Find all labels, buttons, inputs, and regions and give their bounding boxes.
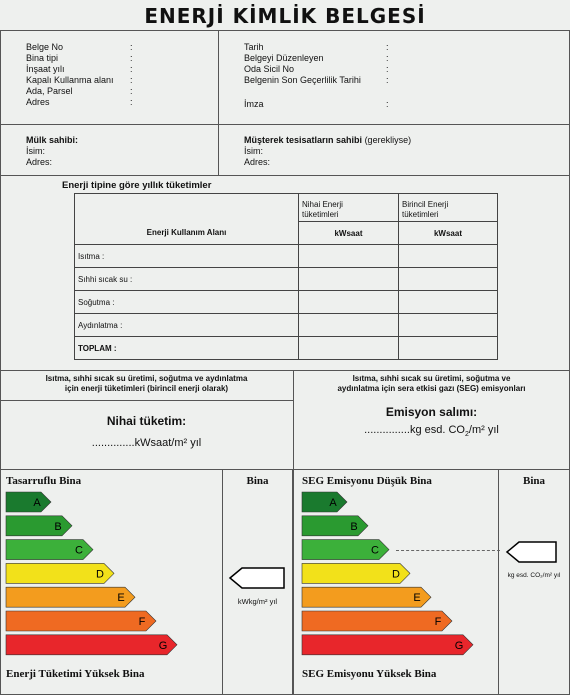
table-cell[interactable] — [399, 337, 498, 360]
emission-class-bar-g — [302, 635, 473, 655]
bina-tipi-label: Bina tipi — [26, 53, 59, 63]
table-cell[interactable] — [399, 245, 498, 268]
col-nihai-header — [299, 194, 399, 222]
belge-no-label: Belge No — [26, 42, 64, 52]
energy-bottom-label: Enerji Tüketimi Yüksek Bina — [6, 668, 145, 680]
owner-divider — [218, 124, 219, 176]
colon: : — [130, 75, 133, 85]
musterek-isim-label: İsim: — [244, 146, 263, 156]
musterek-adres-label: Adres: — [244, 157, 271, 167]
emission-bottom-label: SEG Emisyonu Yüksek Bina — [302, 668, 437, 680]
emission-indicator-unit: kg esd. CO₂/m² yıl — [507, 572, 561, 579]
energy-class-letter-c: C — [75, 544, 83, 557]
musterek-title: Müşterek tesisatların sahibi — [244, 135, 363, 145]
energy-class-bar-g — [6, 635, 177, 655]
emisyon-heading-l1: Isıtma, sıhhi sıcak su üretimi, soğutma ve — [352, 374, 511, 383]
energy-class-letter-a: A — [33, 497, 41, 509]
musterek-sahibi-label — [244, 135, 411, 146]
energy-class-bar-b — [6, 516, 72, 536]
emisyon-value-pre: ...............kg esd. CO — [364, 424, 465, 436]
emission-class-bar-e — [302, 587, 431, 607]
emission-class-letter-f: F — [434, 616, 442, 628]
unit-nihai: kWsaat — [299, 222, 399, 245]
ada-parsel-label: Ada, Parsel — [26, 86, 73, 96]
energy-class-letter-b: B — [54, 520, 62, 533]
emission-class-letter-c: C — [371, 544, 379, 557]
energy-class-bar-a — [6, 492, 51, 512]
emission-class-letter-g: G — [454, 639, 464, 652]
col-birincil-l1: Birincil Enerji — [402, 200, 449, 209]
consumption-heading: Enerji tipine göre yıllık tüketimler — [62, 180, 212, 191]
info-divider — [218, 30, 219, 125]
table-header-row — [75, 194, 498, 222]
nihai-tuketim-value: ..............kWsaat/m² yıl — [91, 437, 202, 449]
unit-birincil: kWsaat — [399, 222, 498, 245]
emisyon-salimi-label: Emisyon salımı: — [385, 405, 478, 419]
adres-label: Adres — [26, 97, 50, 107]
table-cell[interactable] — [299, 337, 399, 360]
emisyon-salimi-value — [293, 424, 570, 441]
table-unit-row — [75, 222, 498, 245]
energy-class-bar-f — [6, 611, 156, 631]
col-nihai-l2: tüketimleri — [302, 210, 339, 219]
row-sogutma: Soğutma : — [75, 291, 299, 314]
emission-pointer-line — [396, 550, 500, 551]
colon: : — [130, 97, 133, 107]
colon: : — [386, 53, 389, 63]
nihai-tuketim-label: Nihai tüketim: — [106, 414, 187, 428]
table-row — [75, 268, 498, 291]
energy-class-letter-e: E — [117, 592, 125, 605]
energy-scale-bars — [0, 490, 222, 662]
imza-label: İmza — [244, 99, 264, 109]
emission-indicator — [505, 540, 560, 564]
gecerlilik-label: Belgenin Son Geçerlilik Tarihi — [244, 75, 361, 85]
table-cell[interactable] — [299, 245, 399, 268]
table-cell[interactable] — [299, 314, 399, 337]
nihai-heading — [0, 374, 293, 394]
duzenleyen-label: Belgeyi Düzenleyen — [244, 53, 324, 63]
emission-class-letter-a: A — [329, 497, 337, 509]
energy-top-label: Tasarruflu Bina — [6, 475, 82, 487]
energy-indicator-arrow — [230, 568, 284, 588]
row-sicak-su: Sıhhi sıcak su : — [75, 268, 299, 291]
summary-left-rule — [0, 400, 293, 401]
table-row — [75, 245, 498, 268]
col-area-header: Enerji Kullanım Alanı — [75, 222, 299, 245]
table-cell[interactable] — [399, 268, 498, 291]
table-row — [75, 291, 498, 314]
musterek-note: (gerekliyse) — [364, 135, 412, 145]
table-cell[interactable] — [299, 291, 399, 314]
table-cell[interactable] — [299, 268, 399, 291]
colon: : — [386, 64, 389, 74]
mulk-adres-label: Adres: — [26, 157, 53, 167]
col-birincil-l2: tüketimleri — [402, 210, 439, 219]
energy-class-letter-f: F — [138, 616, 146, 628]
consumption-table — [74, 193, 498, 360]
emission-indicator-arrow — [507, 542, 556, 562]
emission-class-letter-d: D — [392, 568, 400, 581]
colon: : — [130, 53, 133, 63]
emission-top-label: SEG Emisyonu Düşük Bina — [302, 475, 432, 487]
energy-class-letter-g: G — [158, 639, 168, 652]
table-row — [75, 337, 498, 360]
table-cell — [75, 194, 299, 222]
table-cell[interactable] — [399, 314, 498, 337]
row-aydinlatma: Aydınlatma : — [75, 314, 299, 337]
energy-indicator-unit: kWkg/m² yıl — [237, 597, 278, 606]
emission-class-letter-e: E — [413, 592, 421, 605]
row-isitma: Isıtma : — [75, 245, 299, 268]
nihai-heading-l1: Isıtma, sıhhi sıcak su üretimi, soğutma ve aydınlatma — [45, 374, 248, 383]
mulk-isim-label: İsim: — [26, 146, 45, 156]
emission-scale-bars — [296, 490, 498, 662]
nihai-heading-l2: için enerji tüketimleri (birincil enerji olarak) — [64, 384, 229, 393]
table-row — [75, 314, 498, 337]
colon: : — [130, 86, 133, 96]
emission-bina-divider — [498, 469, 499, 695]
kapali-alan-label: Kapalı Kullanma alanı — [26, 75, 114, 85]
energy-indicator — [228, 566, 288, 590]
emisyon-value-sub: 2 — [465, 431, 469, 439]
owner-section — [0, 124, 570, 176]
colon: : — [386, 99, 389, 109]
mulk-sahibi-label: Mülk sahibi: — [26, 135, 79, 145]
col-nihai-l1: Nihai Enerji — [302, 200, 343, 209]
energy-class-bar-e — [6, 587, 135, 607]
energy-bina-header: Bina — [246, 475, 269, 487]
energy-class-letter-d: D — [96, 568, 104, 581]
insaat-yili-label: İnşaat yılı — [26, 64, 65, 74]
col-birincil-header — [399, 194, 498, 222]
emission-class-bar-f — [302, 611, 452, 631]
emission-bina-header: Bina — [522, 475, 545, 487]
colon: : — [386, 75, 389, 85]
emisyon-heading — [293, 374, 570, 394]
colon: : — [130, 42, 133, 52]
tarih-label: Tarih — [244, 42, 264, 52]
table-cell[interactable] — [399, 291, 498, 314]
emisyon-heading-l2: aydınlatma için sera etkisi gazı (SEG) emisyonları — [337, 384, 526, 393]
colon: : — [386, 42, 389, 52]
emission-class-letter-b: B — [350, 520, 358, 533]
oda-sicil-label: Oda Sicil No — [244, 64, 295, 74]
energy-bina-divider — [222, 469, 223, 695]
page-title: ENERJİ KİMLİK BELGESİ — [144, 4, 426, 28]
emisyon-value-post: /m² yıl — [468, 424, 499, 436]
emission-class-bar-a — [302, 492, 347, 512]
colon: : — [130, 64, 133, 74]
row-toplam: TOPLAM : — [75, 337, 299, 360]
emission-class-bar-b — [302, 516, 368, 536]
